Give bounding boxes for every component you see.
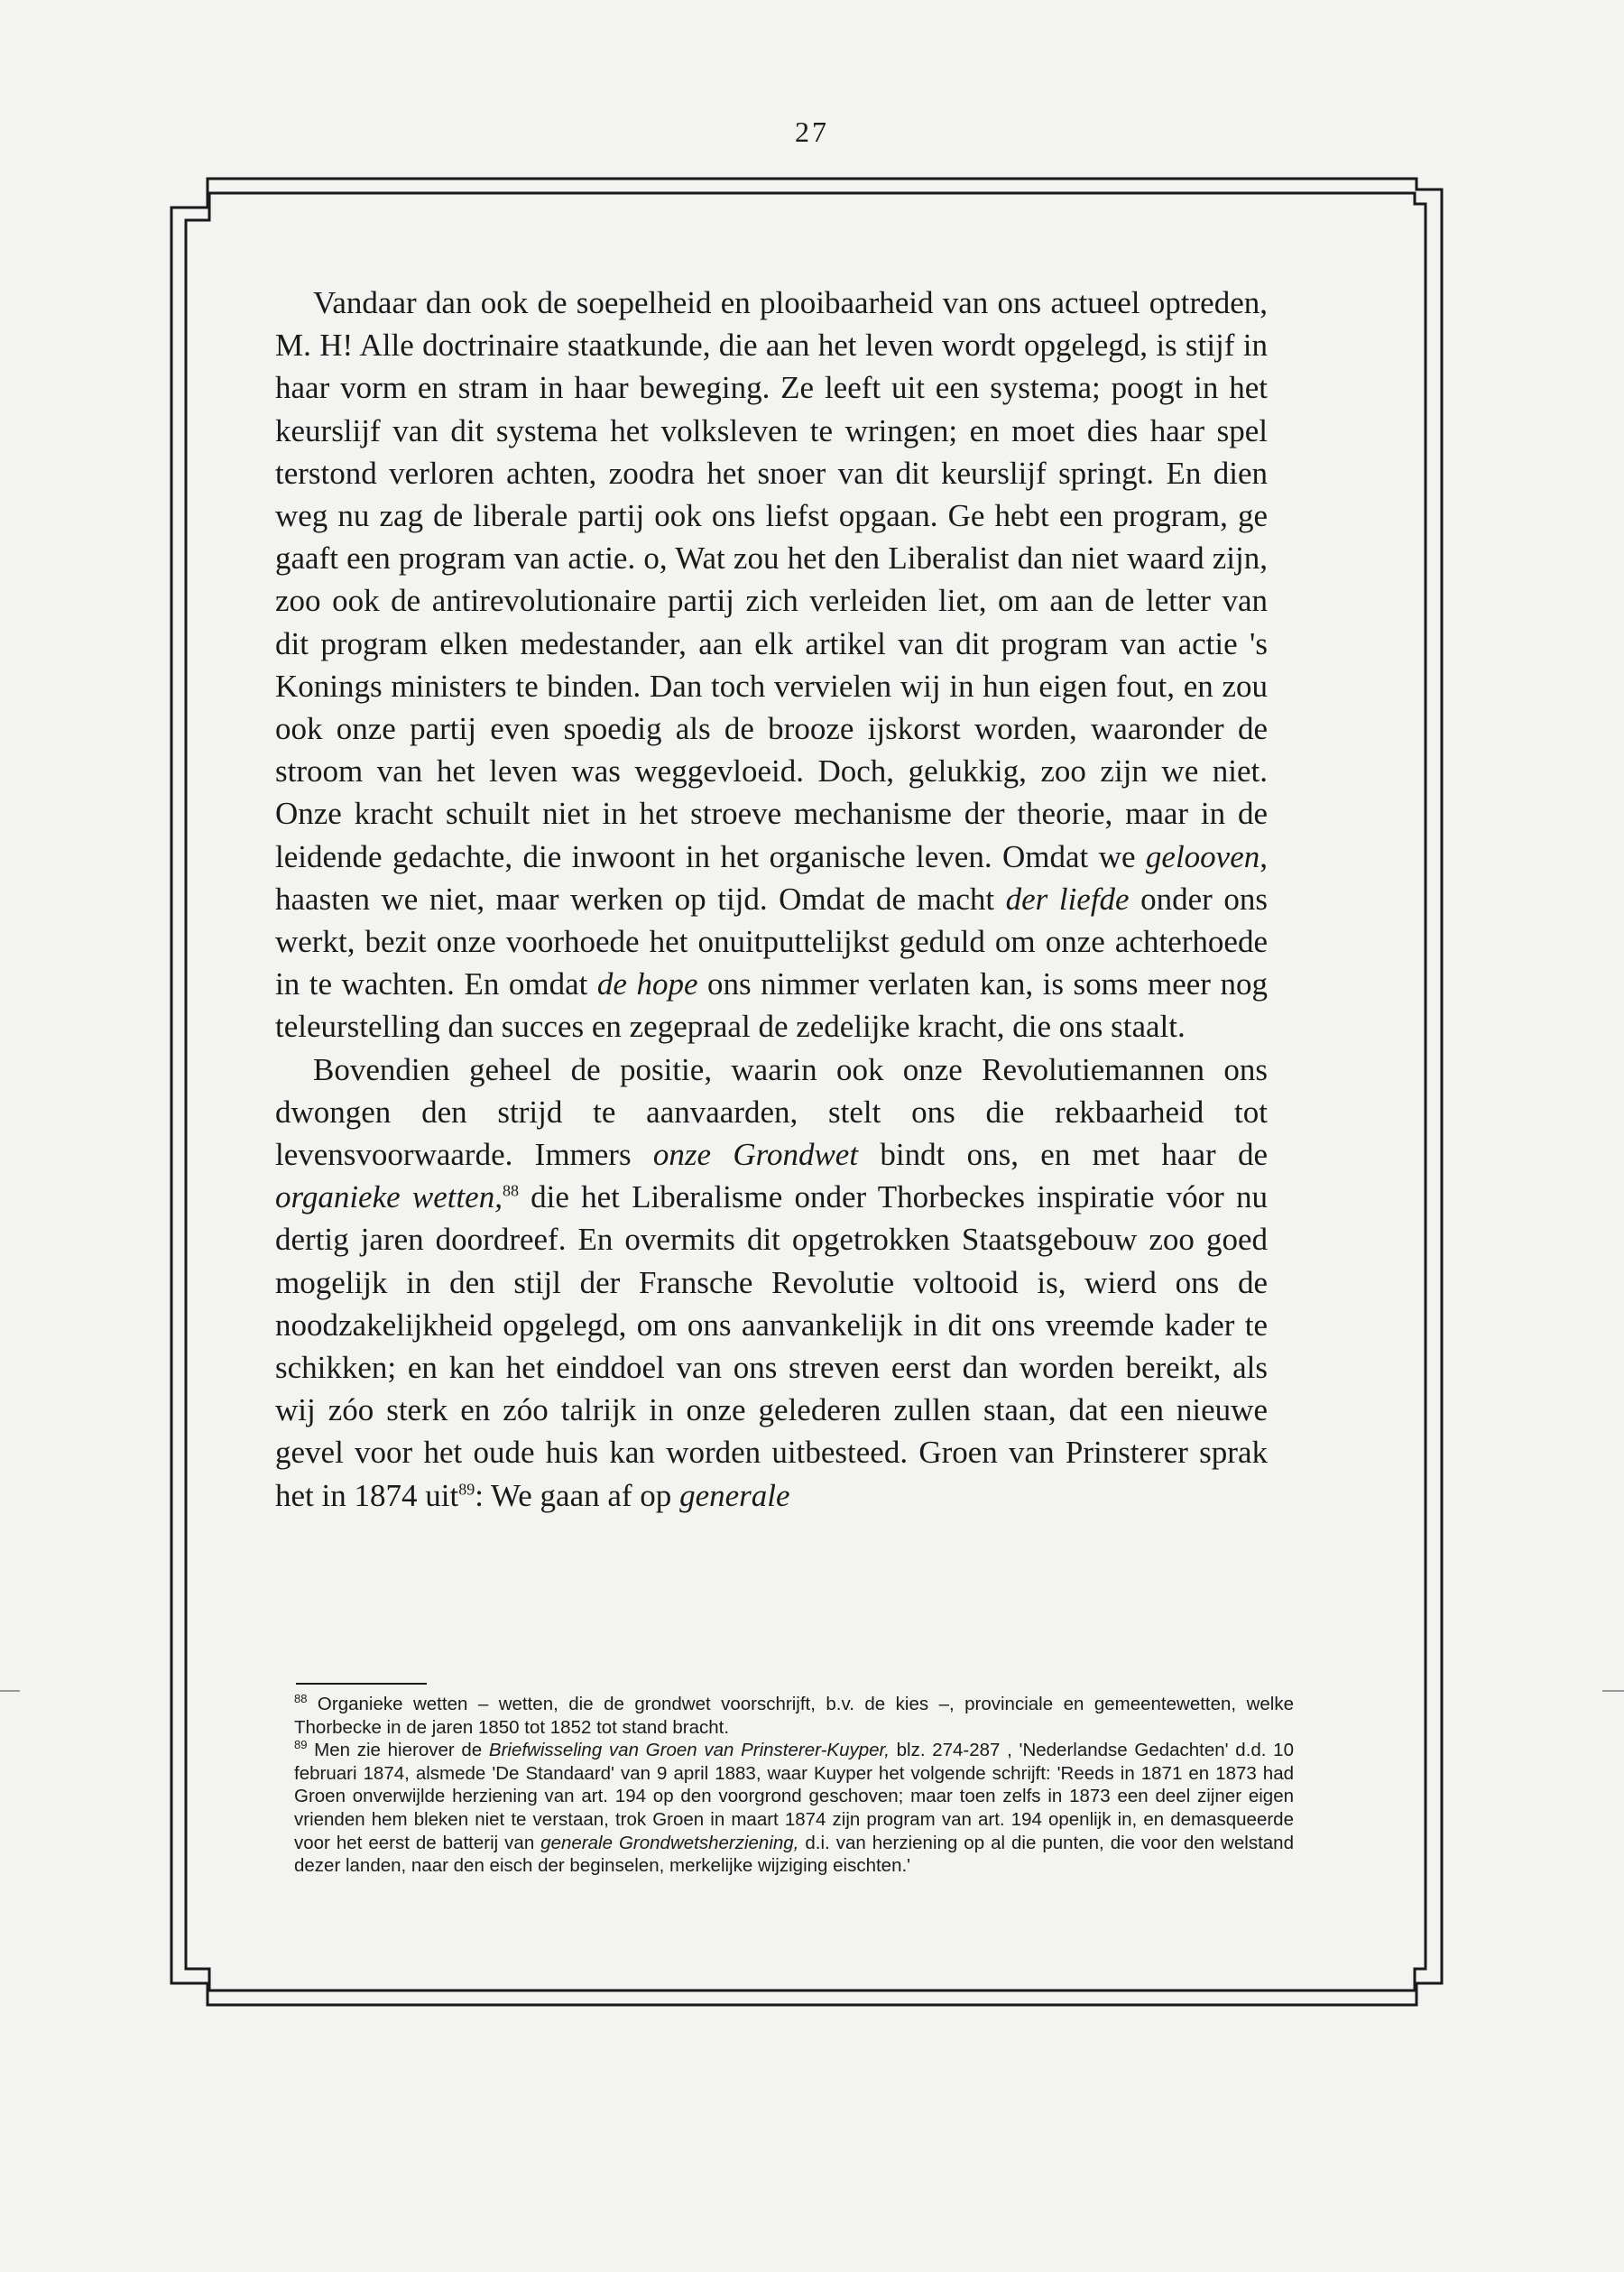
footnote-ref-88[interactable]: 88: [502, 1181, 519, 1200]
footnote-89-italic-grondwetsherziening: generale Grondwetsherziening,: [540, 1832, 799, 1853]
paragraph-2: [275, 1048, 1268, 1517]
footnote-divider: [296, 1683, 427, 1685]
paragraph-1-text: Vandaar dan ook de soepelheid en plooibaarheid van ons actueel optreden, M. H! Alle doctrinaire staatkunde, die aan het leven wordt opgelegd, is stijf in haar vorm en stram in haar beweging. Ze leeft uit een systema; poogt in het keurslijf van dit systema het volksleven te wringen; en moet dies haar spel terstond verloren achten, zoodra het snoer van dit keurslijf springt. En dien weg nu zag de liberale partij ook ons liefst opgaan. Ge hebt een program, ge gaaft een program van actie. o, Wat zou het den Liberalist dan niet waard zijn, zoo ook de antirevolutionaire partij zich verleiden liet, om aan de letter van dit program elken medestander, aan elk artikel van dit program van actie 's Konings ministers te binden. Dan toch vervielen wij in hun eigen fout, en zou ook onze partij even spoedig als de brooze ijskorst worden, waaronder de stroom van het leven was weggevloeid. Doch, gelukkig, zoo zijn we niet. Onze kracht schuilt niet in het stroeve mechanisme der theorie, maar in de leidende gedachte, die inwoont in het organische leven. Omdat we: [275, 285, 1268, 874]
footnote-89-text-b: blz. 274-287 , 'Nederlandse Gedachten' d.d. 10 februari 1874, alsmede 'De Standaard' van 9 april 1883, waar Kuyper het volgende schrijft: 'Reeds in 1871 en 1873 had Groen onverwijlde herziening van art. 194 op den voorgrond geschoven; maar toen zelfs in 1873 een deel zijner eigen vrienden hem bleken niet te verstaan, trok Groen in maart 1874 zijn program van art. 194 openlijk in, en demasqueerde voor het eerst de batterij van: [294, 1740, 1294, 1853]
footnote-ref-89[interactable]: 89: [458, 1480, 475, 1499]
paragraph-1-text-d: ons nimmer verlaten kan, is soms meer nog teleurstelling dan succes en zegepraal de zedelijke kracht, die ons staalt.: [275, 966, 1268, 1045]
paragraph-1-text-c: onder ons werkt, bezit onze voorhoede het onuitputtelijkst geduld om onze achterhoede in te wachten. En omdat: [275, 881, 1268, 1002]
page-number: 27: [795, 115, 829, 148]
paragraph-1-text-b: , haasten we niet, maar werken op tijd. Omdat de macht: [275, 838, 1268, 917]
paragraph-1: [275, 282, 1268, 1048]
italic-generale: generale: [679, 1477, 790, 1513]
paragraph-2-text-d: : We gaan af op: [475, 1477, 680, 1513]
footnote-88: [294, 1693, 1294, 1739]
footnote-89: [294, 1739, 1294, 1878]
paragraph-2-text: Bovendien geheel de positie, waarin ook onze Revolutiemannen ons dwongen den strijd te aanvaarden, stelt ons die rekbaarheid tot levensvoorwaarde. Immers: [275, 1051, 1268, 1173]
footnotes: [294, 1693, 1294, 1878]
footnote-89-italic-briefwisseling: Briefwisseling van Groen van Prinsterer-Kuyper,: [488, 1740, 890, 1761]
italic-de-hope: de hope: [596, 966, 698, 1002]
italic-onze-grondwet: onze Grondwet: [652, 1137, 859, 1173]
main-text: [275, 282, 1268, 1517]
italic-gelooven: gelooven: [1145, 838, 1260, 874]
footnote-89-text-c: d.i. van herziening op al die punten, die voor den welstand dezer landen, naar den eisch der beginselen, merkelijke wijziging eischten.': [294, 1832, 1294, 1877]
paragraph-2-text-c: die het Liberalisme onder Thorbeckes inspiratie vóor nu dertig jaren doordreef. En overmits dit opgetrokken Staatsgebouw zoo goed mogelijk in den stijl der Fransche Revolutie voltooid is, wierd ons de noodzakelijkheid opgelegd, om ons aanvankelijk in dit ons vreemde kader te schikken; en kan het einddoel van ons streven eerst dan worden bereikt, als wij zóo sterk en zóo talrijk in onze gelederen zullen staan, dat een nieuwe gevel voor het oude huis kan worden uitbesteed. Groen van Prinsterer sprak het in 1874 uit: [275, 1179, 1268, 1513]
paragraph-2-text-b: bindt ons, en met haar de: [858, 1137, 1268, 1173]
footnote-88-text: Organieke wetten – wetten, die de grondwet voorschrijft, b.v. de kies –, provinciale en gemeentewetten, welke Thorbecke in de jaren 1850 tot 1852 tot stand bracht.: [294, 1694, 1294, 1738]
margin-tick-left: [0, 1690, 20, 1692]
italic-der-liefde: der liefde: [1005, 881, 1130, 917]
footnote-mark-88: 88: [294, 1692, 308, 1706]
italic-organieke-wetten: organieke wetten,: [275, 1179, 503, 1215]
footnote-89-text: Men zie hierover de: [307, 1740, 489, 1761]
margin-tick-right: [1602, 1690, 1624, 1692]
footnote-mark-89: 89: [294, 1738, 308, 1752]
